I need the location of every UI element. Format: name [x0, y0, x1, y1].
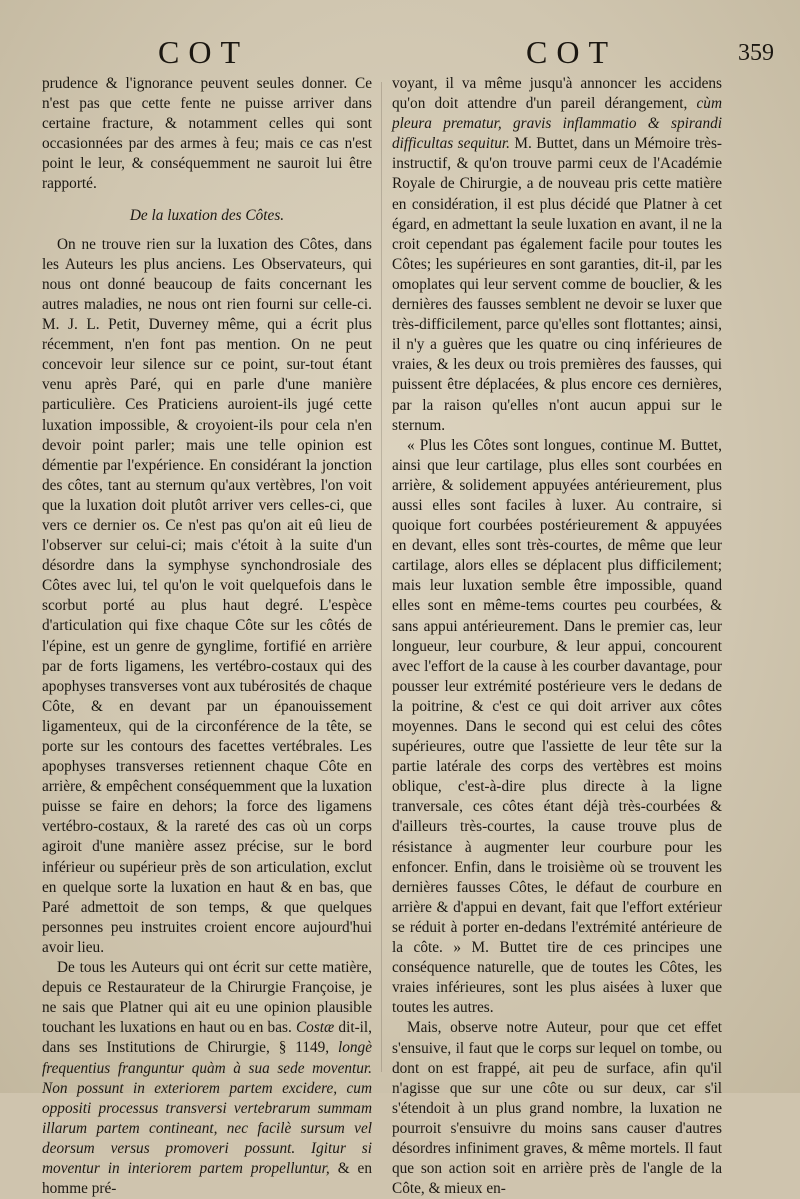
- paragraph: Mais, observe notre Auteur, pour que cet effet s'ensuive, il faut que le corps sur lequel on tombe, ou dont on est frappé, ait peu de surface, afin qu'il n'agisse que sur une côte ou sur deux, car s'il s'étendoit à un plus grand nombre, la luxation ne pourroit s'ensuivre du moins sans causer d'autres désordres infiniment graves, & même mortels. Il faut que son action soit en arrière près de l'angle de la Côte, & mieux en-: [392, 1019, 722, 1198]
- paragraph-text: De tous les Auteurs qui ont écrit sur cette matière, depuis ce Restaurateur de la Chirurgie Françoise, je ne sais que Platner qui ait eu une opinion plausible touchant les luxations en haut ou en bas.: [42, 959, 372, 1037]
- paragraph: [42, 958, 372, 1199]
- paragraph-text: & en homme pré-: [42, 1159, 372, 1198]
- continued-paragraph: prudence & l'ignorance peuvent seules donner. Ce n'est pas que cette fente ne puisse arriver dans certaine fracture, & notamment celles qui sont occasionnées par des armes à feu; mais ce cas n'est point le leur, & conséquemment ne sauroit lui être rapporté.: [42, 75, 372, 193]
- right-column: [392, 74, 722, 1199]
- paragraph-text: M. Buttet, dans un Mémoire très-instructif, & qu'on trouve parmi ceux de l'Académie Royale de Chirurgie, a de nouveau pris cette matière en considération, il est plus décidé que Platner à cet égard, en admettant la seule luxation en avant, il ne la croit cependant pas également facile pour toutes les Côtes; les supérieures en sont garanties, dit-il, par les omoplates qui leur servent comme de bouclier, & les dernières des fausses semblent ne devoir se luxer que très-difficilement, parce qu'elles sont flottantes; ainsi, il n'y a guères que les quatre ou cinq inférieures de vraies, & les deux ou trois premières des fausses, qui puissent être déplacées, & plus encore ces dernières, par la raison qu'elles n'ont aucun appui sur le sternum.: [392, 135, 722, 434]
- column-gutter: [381, 82, 382, 1072]
- paragraph: On ne trouve rien sur la luxation des Côtes, dans les Auteurs les plus anciens. Les Observateurs, qui nous ont donné beaucoup de faits concernant les autres maladies, ne nous ont rien fourni sur celle-ci. M. J. L. Petit, Duverney même, qui a écrit plus récemment, n'en font pas mention. On ne peut concevoir leur silence sur ce point, sur-tout étant venu après Paré, qui en parle d'une manière particulière. Ces Praticiens auroient-ils jugé cette luxation impossible, & croyoient-ils pour cela n'en devoir point parler; mais une telle opinion est démentie par l'expérience. En considérant la jonction des côtes, tant au sternum qu'aux vertèbres, l'on voit que la luxation doit plutôt arriver vers celles-ci, que vers ce dernier os. Ce n'est pas qu'on ait eû lieu de l'observer sur celui-ci; mais c'étoit à la suite d'un désordre dans la symphyse synchondrosiale des Côtes avec lui, tel qu'on le voit quelquefois dans le scorbut porté au plus haut degré. L'espèce d'articulation qui fixe chaque Côte sur les côtés de l'épine, est un genre de gynglime, fortifié en arrière par de forts ligamens, les vertébro-costaux qui des apophyses transverses vont aux tubérosités de chaque Côte, & en devant par un épanouissement ligamenteux, qui de la circonférence de la tête, se porte sur les contours des facettes vertébrales. Les apophyses transverses retiennent chaque Côte en arrière, & empêchent conséquemment que la luxation puisse se faire en dehors; la force des ligamens vertébro-costaux, & la rareté des cas où un corps agiroit d'une manière assez précise, sur le bord inférieur ou supérieur près de son articulation, exclut en quelque sorte la luxation en haut & en bas, que Paré admettoit de son temps, & que quelques personnes peu instruites croient encore aujourd'hui avoir lieu.: [42, 235, 372, 956]
- paragraph-text: dit-il, dans ses Institutions de Chirurgie, § 1149,: [42, 1019, 372, 1057]
- left-column: [42, 74, 372, 1199]
- continued-paragraph: [392, 74, 722, 436]
- quoted-paragraph: « Plus les Côtes sont longues, continue M. Buttet, ainsi que leur cartilage, plus elles sont courbées en arrière, & solidement appuyées antérieurement, plus aussi elles sont faciles à luxer. Au contraire, si quoique fort courbées postérieurement & appuyées en devant, elles sont très-courtes, de même que leur cartilage, alors elles se déplacent plus difficilement; mais leur luxation semble être impossible, quand elles sont en même-tems courtes peu courbées, & sans appui antérieurement. Dans le premier cas, leur longueur, leur courbure, & leur appui, concourent avec l'effort de la cause à les courber davantage, pour pousser leur extrémité postérieure vers le dedans de la poitrine, & c'est ce qui doit arriver aux côtes moyennes. Dans le second qui est celui des côtes supérieures, outre que l'assiette de leur tête sur la partie latérale des corps des vertèbres est moins oblique, c'est-à-dire plus directe à la ligne tranversale, ces côtes étant déjà très-courbées & d'ailleurs très-courtes, la cause trouve plus de résistance à augmenter leur courbure pour les enfoncer. Enfin, dans le troisième où se trouvent les dernières fausses Côtes, le défaut de courbure en arrière & d'appui en devant, fait que l'effort extérieur se réduit à porter en-dedans l'extrémité antérieure de la côte. » M. Buttet tire de ces principes une conséquence naturelle, que de toutes les Côtes, les vraies inférieures, sont les plus aisées à luxer que toutes les autres.: [392, 436, 722, 1017]
- latin-quotation: cùm pleura prematur, gravis inflammatio & spirandi difficultas sequitur.: [392, 95, 722, 153]
- running-head-left: COT: [158, 34, 249, 70]
- page-number: 359: [738, 40, 774, 66]
- latin-quotation: longè frequentius franguntur quàm à sua sede moventur. Non possunt in exteriorem partem excidere, cum oppositi processus transversi vertebrarum summam illarum partem contineant, nec facilè sursum vel deorsum versus promoveri possunt. Igitur si moventur in interiorem partem propelluntur,: [42, 1039, 372, 1177]
- paragraph-text: voyant, il va même jusqu'à annoncer les accidens qu'on doit attendre d'un pareil dérangement,: [392, 75, 722, 113]
- latin-term: Costæ: [295, 1019, 335, 1037]
- section-title: De la luxation des Côtes.: [129, 206, 285, 224]
- running-head-right: COT: [526, 34, 617, 70]
